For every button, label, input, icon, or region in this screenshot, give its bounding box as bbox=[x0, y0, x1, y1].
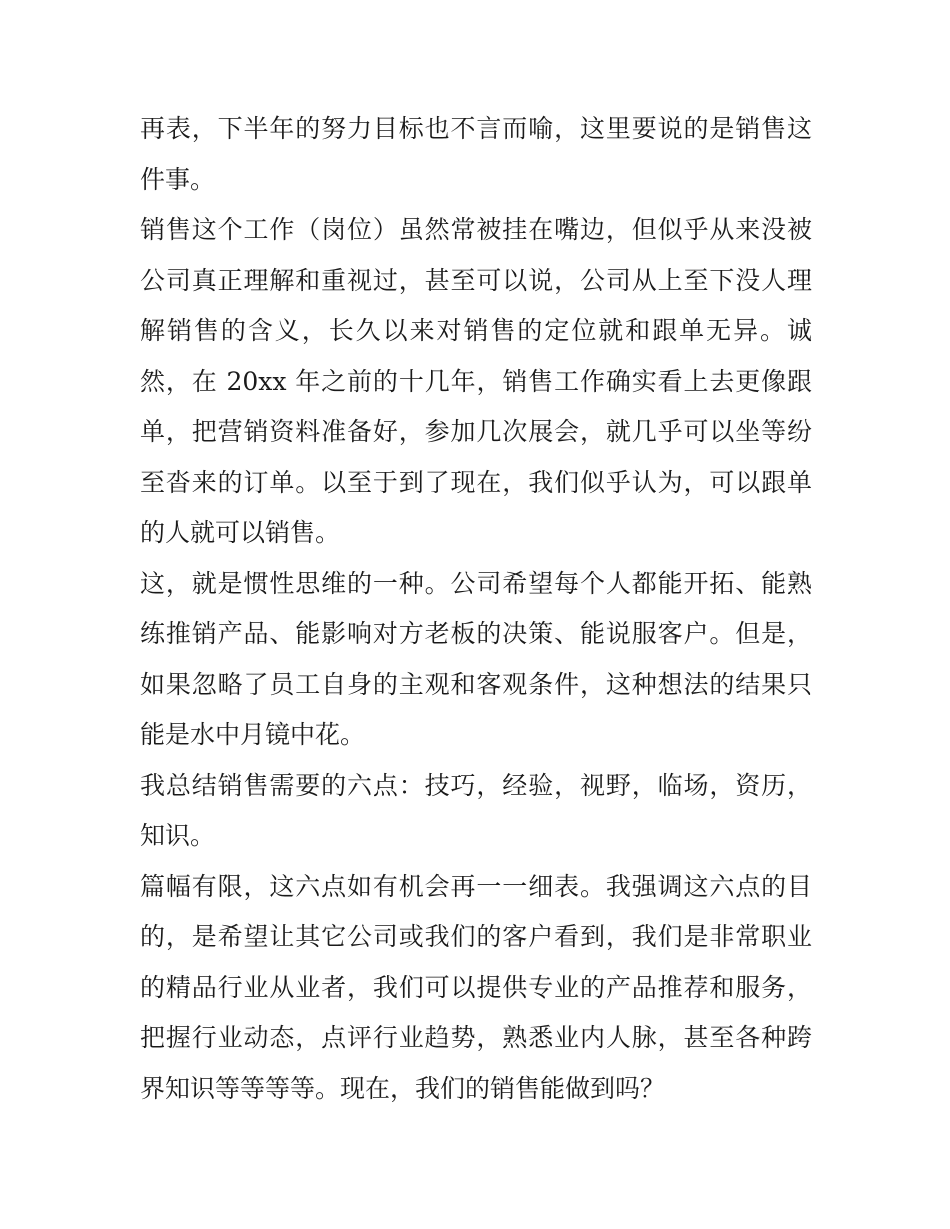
paragraph-conclusion: 篇幅有限，这六点如有机会再一一细表。我强调这六点的目的，是希望让其它公司或我们的客户看到，我们是非常职业的精品行业从业者，我们可以提供专业的产品推荐和服务，把握行业动态，点评行业趋势，熟悉业内人脉，甚至各种跨界知识等等等等。现在，我们的销售能做到吗？ bbox=[140, 871, 812, 1103]
document-body bbox=[140, 104, 812, 1114]
paragraph-sales-role: 销售这个工作（岗位）虽然常被挂在嘴边，但似乎从来没被公司真正理解和重视过，甚至可以说，公司从上至下没人理解销售的含义，长久以来对销售的定位就和跟单无异。诚然，在 20xx 年之前的十几年，销售工作确实看上去更像跟单，把营销资料准备好，参加几次展会，就几乎可以坐等纷至沓来的订单。以至于到了现在，我们似乎认为，可以跟单的人就可以销售。 bbox=[140, 215, 812, 547]
paragraph-inertia-thinking: 这，就是惯性思维的一种。公司希望每个人都能开拓、能熟练推销产品、能影响对方老板的决策、能说服客户。但是，如果忽略了员工自身的主观和客观条件，这种想法的结果只能是水中月镜中花。 bbox=[140, 568, 812, 749]
paragraph-six-points: 我总结销售需要的六点：技巧，经验，视野，临场，资历，知识。 bbox=[140, 770, 812, 850]
paragraph-intro: 再表，下半年的努力目标也不言而喻，这里要说的是销售这件事。 bbox=[140, 114, 812, 194]
